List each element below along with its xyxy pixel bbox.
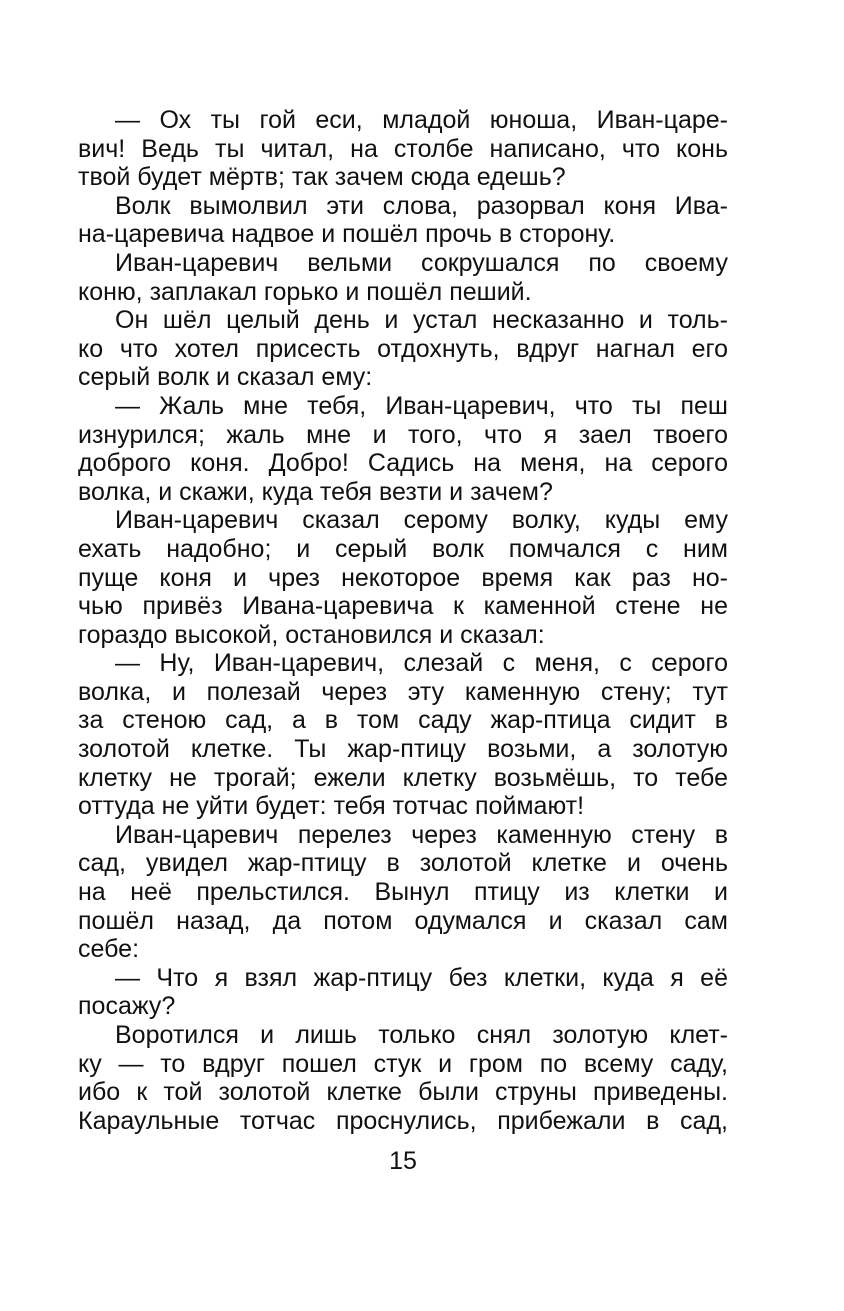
- text-line: Караульные тотчас проснулись, прибежали в сад,: [78, 1106, 728, 1135]
- text-line: посажу?: [78, 992, 176, 1021]
- text-line: коню, заплакал горько и пошёл пеший.: [78, 277, 532, 306]
- text-line: пошёл назад, да потом одумался и сказал сам: [78, 906, 728, 935]
- text-line: оттуда не уйти будет: тебя тотчас поймают!: [78, 792, 585, 821]
- text-line: ехать надобно; и серый волк помчался с ним: [78, 534, 728, 563]
- body-text: [78, 106, 728, 1135]
- text-line: твой будет мёртв; так зачем сюда едешь?: [78, 163, 566, 192]
- text-line: ку — то вдруг пошел стук и гром по всему саду,: [78, 1049, 728, 1078]
- text-line: — Ну, Иван-царевич, слезай с меня, с серого: [115, 649, 728, 678]
- text-line: чью привёз Ивана-царевича к каменной стене не: [78, 592, 728, 621]
- text-line: изнурился; жаль мне и того, что я заел твоего: [78, 420, 728, 449]
- text-line: Волк вымолвил эти слова, разорвал коня Ива-: [115, 191, 728, 220]
- text-line: волка, и скажи, куда тебя везти и зачем?: [78, 477, 553, 506]
- text-line: Иван-царевич вельми сокрушался по своему: [115, 248, 728, 277]
- text-line: — Что я взял жар-птицу без клетки, куда я её: [115, 963, 728, 992]
- text-line: за стеною сад, а в том саду жар-птица сидит в: [78, 706, 728, 735]
- text-line: на-царевича надвое и пошёл прочь в сторону.: [78, 220, 616, 249]
- text-line: себе:: [78, 935, 140, 964]
- text-line: ко что хотел присесть отдохнуть, вдруг нагнал его: [78, 334, 728, 363]
- text-line: сад, увидел жар-птицу в золотой клетке и очень: [78, 849, 728, 878]
- text-line: вич! Ведь ты читал, на столбе написано, что конь: [78, 134, 728, 163]
- text-line: на неё прельстился. Вынул птицу из клетки и: [78, 878, 728, 907]
- text-line: гораздо высокой, остановился и сказал:: [78, 620, 545, 649]
- text-line: клетку не трогай; ежели клетку возьмёшь, то тебе: [78, 763, 728, 792]
- text-line: серый волк и сказал ему:: [78, 363, 373, 392]
- text-line: Иван-царевич сказал серому волку, куды ему: [115, 506, 728, 535]
- text-line: — Ох ты гой еси, младой юноша, Иван-царе-: [115, 106, 728, 134]
- text-line: — Жаль мне тебя, Иван-царевич, что ты пеш: [115, 391, 728, 420]
- text-line: Он шёл целый день и устал несказанно и толь-: [115, 306, 728, 335]
- text-line: Воротился и лишь только снял золотую клет-: [115, 1021, 728, 1049]
- text-line: пуще коня и чрез некоторое время как раз но-: [78, 563, 728, 592]
- text-line: ибо к той золотой клетке были струны приведены.: [78, 1078, 728, 1107]
- text-line: Иван-царевич перелез через каменную стену в: [115, 820, 728, 849]
- text-line: золотой клетке. Ты жар-птицу возьми, а золотую: [78, 735, 728, 764]
- text-line: доброго коня. Добро! Садись на меня, на серого: [78, 449, 728, 478]
- text-line: волка, и полезай через эту каменную стену; тут: [78, 677, 728, 706]
- page-number: 15: [389, 1147, 417, 1175]
